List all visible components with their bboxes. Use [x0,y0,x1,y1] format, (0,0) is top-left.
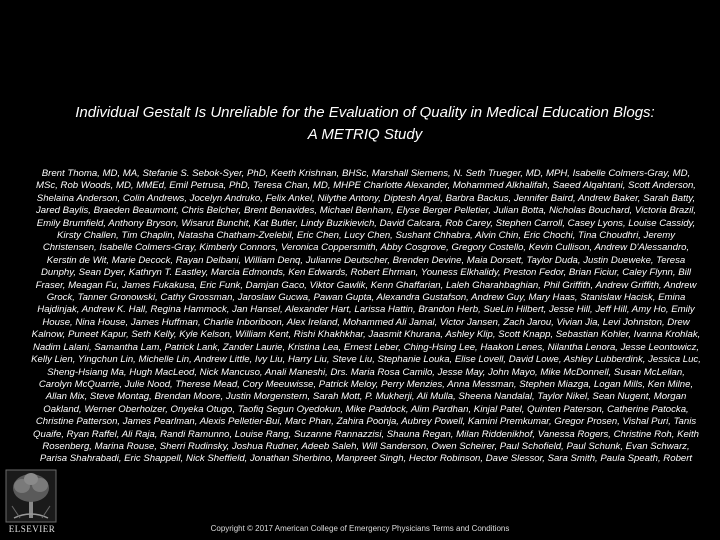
copyright-notice: Copyright © 2017 American College of Emergency Physicians Terms and Conditions [210,524,510,533]
title-line-2: A METRIQ Study [307,126,423,143]
author-list: Brent Thoma, MD, MA, Stefanie S. Sebok-Syer, PhD, Keeth Krishnan, BHSc, Marshall Siemens, N. Seth Trueger, MD, MPH, Isabelle Colmers-Gray, MD, MSc, Rob Woods, MD, MMEd, Emil Petrusa, PhD, Teresa Chan, MD, MHPE Charlotte Alexander, Mohammed Alkhalifah, Saeed Alqahtani, Scott Anderson, Shelaina Anderson, Colin Andrews, Jocelyn Andruko, Felix Ankel, Nilythe Antony, Diptesh Aryal, Barbra Backus, Jennifer Baird, Andrew Baker, Sarah Batty, Jared Baylis, Braeden Beaumont, Chris Belcher, Brent Benavides, Michael Benham, Elyse Berger Pelletier, Julian Botta, Nicholas Bouchard, Victoria Brazil, Emily Brumfield, Anthony Bryson, Wisarut Bunchit, Kat Butler, Lindy Buzikievich, David Calcara, Rob Carey, Stephen Carroll, Casey Lyons, Louise Cassidy, Kirsty Challen, Tim Chaplin, Natasha Chatham-Zvelebil, Eric Chen, Lucy Chen, Sushant Chhabra, Alvin Chin, Eric Chochi, Tina Choudhri, Jeremy Christensen, Isabelle Colmers-Gray, Kimberly Connors, Veronica Coppersmith, Abby Cosgrove, Gregory Costello, Kevin Cullison, Andrew D'Alessandro, Kerstin de Wit, Marie Decock, Rayan Delbani, William Denq, Julianne Deutscher, Brenden Devine, Maia Dorsett, Taylor Duda, Justin Dueweke, Teresa Dunphy, Sean Dyer, Kathryn T. Eastley, Marcia Edmonds, Ken Edwards, Robert Ehrman, Youness Elkhalidy, Preston Fedor, Brian Ficiur, Caley Flynn, Bill Fraser, Meagan Fu, James Fukakusa, Eric Funk, Damjan Gaco, Viktor Gawlik, Kenn Ghaffarian, Laleh Gharahbaghian, Phil Griffith, Andrew Griffith, Andrew Grock, Tanner Gronowski, Cathy Grossman, Jaroslaw Gucwa, Pawan Gupta, Alexandra Gustafson, Andrew Guy, Mary Haas, Stanislaw Hacisk, Emina Hajdinjak, Andrew K. Hall, Regina Hammock, Jan Hansel, Alexander Hart, Larissa Hattin, Brandon Herb, SueLin Hilbert, Jesse Hill, Jeff Hill, Amy Ho, Emily House, Nina House, James Huffman, Charlie Inboriboon, Alex Ireland, Mohammed Ali Jamal, Victor Jansen, Zach Jarou, Vivian Jia, Levi Johnston, Drew Kalnow, Puneet Kapur, Seth Kelly, Kyle Kelson, William Kent, Rishi Khakhkhar, Jaasmit Khurana, Ashley Klip, Scott Knapp, Sebastian Kohler, Ivanna Krohlak, Nadim Lalani, Samantha Lam, Patrick Lank, Zander Laurie, Kristina Lea, Ernest Leber, Ching-Hsing Lee, Haakon Lenes, Nilantha Lenora, Jesse Leontowicz, Kelly Lien, Yingchun Lin, Michelle Lin, Andrew Little, Ivy Liu, Harry Liu, Steve Liu, Stephanie Louka, Elise Lovell, David Lowe, Ashley Lubberdink, Jessica Luc, Sheng-Hsiang Ma, Hugh MacLeod, Nick Mancuso, Anali Maneshi, Drs. Maria Rosa Camilo, Jesse May, John Mayo, Mike McDonnell, Susan McLellan, Carolyn McQuarrie, Julie Nood, Therese Mead, Cory Meeuwisse, Patrick Meloy, Perry Menzies, Anna Messman, Stephen Miazga, Logan Mills, Ken Milne, Allan Mix, Steve Montag, Brendan Moore, Justin Morgenstern, Sarah Mott, P. Mukherji, Ali Mulla, Sheena Nandalal, Taylor Nikel, Sean Nugent, Morgan Oakland, Werner Oberholzer, Onyeka Otugo, Taofiq Segun Oyedokun, Mike Paddock, Alim Pardhan, Kinjal Patel, Quinten Paterson, Catherine Patocka, Christine Patterson, James Pearlman, Alexis Pelletier-Bui, Marc Phan, Zahira Poonja, Aubrey Powell, Kamini Premkumar, Gregor Prosen, Vishal Puri, Tanis Quaife, Ryan Raffel, Ali Raja, Randi Ramunno, Louise Rang, Suzanne Rannazzisi, Shauna Regan, Milan Riddenikhof, Vanessa Rogers, Christine Roh, Keith Rosenberg, Marina Rouse, Sherri Rudinsky, Joshua Rudner, Adeeb Saleh, Will Sanderson, Owen Scheirer, Paul Schofield, Paul Schunk, Evan Schwarz, Parisa Shahrabadi, Eric Shappell, Nick Sheffield, Jonathan Sherbino, Manpreet Singh, Hector Robinson, Dave Slessor, Sara Smith, Paula Speath, Robert [31,168,701,465]
slide-title [20,102,710,146]
logo-wordmark: ELSEVIER [8,524,56,534]
elsevier-logo [0,466,62,540]
title-line-1: Individual Gestalt Is Unreliable for the Evaluation of Quality in Medical Education Blogs: [75,104,655,121]
elsevier-tree-logo-icon [0,466,62,524]
